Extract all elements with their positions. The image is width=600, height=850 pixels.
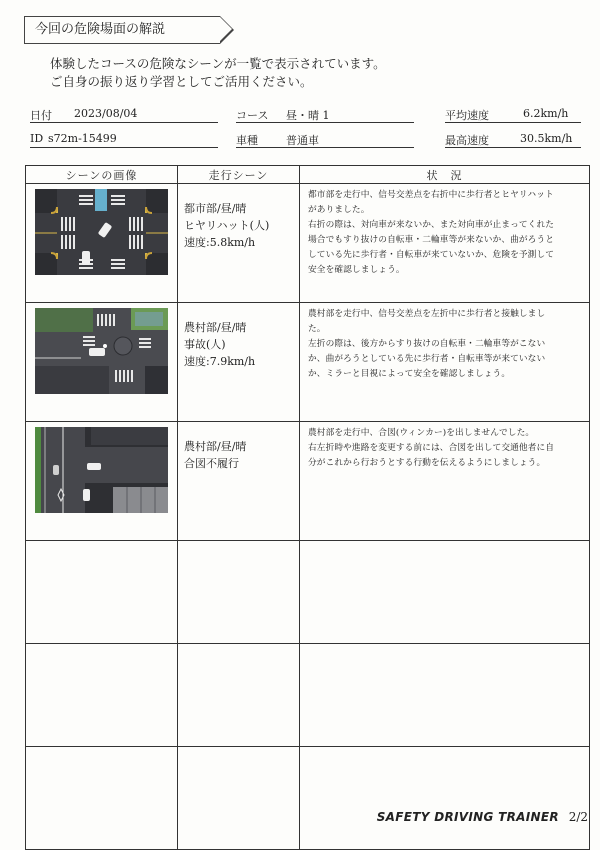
vehicle-underline [236,147,414,148]
page-number: 2/2 [568,810,588,824]
situation-cell [300,422,590,541]
vehicle-label: 車種 [236,134,258,147]
course-field [236,107,414,123]
max-speed-field [445,132,581,148]
situation-line: 右折の際は、対向車が来ないか、また対向車が止まってくれた [308,220,555,230]
table-row-empty [26,644,590,747]
situation-line: た。 [308,324,326,334]
intersection-scene-image [35,189,168,275]
situation-cell [300,184,590,303]
avg-speed-label: 平均速度 [445,109,489,122]
brand-name: SAFETY DRIVING TRAINER [376,810,559,824]
rural-road-scene-image [35,427,168,513]
scene-line: ヒヤリハット(人) [184,219,270,232]
scene-image-cell [26,303,178,422]
avg-speed-field [445,107,581,123]
header-driving-scene: 走行シーン [178,166,300,184]
scene-image-cell [26,422,178,541]
situation-line: 都市部を走行中、信号交差点を右折中に歩行者とヒヤリハット [308,190,554,200]
table-header-row [26,166,590,184]
id-field [30,132,218,148]
empty-cell [26,747,178,850]
course-value: 昼・晴 1 [286,109,330,122]
intro-text [50,55,386,91]
empty-cell [26,644,178,747]
driving-scene-cell [178,422,300,541]
empty-cell [178,541,300,644]
driving-scene-cell [178,303,300,422]
situation-line: か、ミラーと目視によって安全を確認しましょう。 [308,369,511,379]
section-title-banner [24,16,220,44]
situation-line: 農村部を走行中、合図(ウィンカー)を出しませんでした。 [308,428,535,438]
max-speed-value: 30.5km/h [520,132,573,145]
empty-cell [178,747,300,850]
situation-line: 左折の際は、後方からすり抜けの自転車・二輪車等がこない [308,339,546,349]
table-row [26,422,590,541]
situation-line: 右左折時や進路を変更する前には、合図を出して交通他者に自 [308,443,555,453]
date-underline [30,122,218,123]
empty-cell [300,541,590,644]
scene-line: 農村部/昼/晴 [184,321,247,334]
empty-cell [300,644,590,747]
avg-speed-value: 6.2km/h [523,107,569,120]
vehicle-value: 普通車 [286,134,319,147]
section-title: 今回の危険場面の解説 [35,22,166,37]
scene-line: 速度:5.8km/h [184,236,256,249]
id-underline [30,147,218,148]
date-value: 2023/08/04 [74,107,138,120]
scene-image-cell [26,184,178,303]
driving-scene-cell [178,184,300,303]
header-scene-image: シーンの画像 [26,166,178,184]
situation-line: 安全を確認しましょう。 [308,265,405,275]
date-field [30,107,218,123]
scene-line: 事故(人) [184,338,226,351]
course-underline [236,122,414,123]
rural-crossing-scene-image [35,308,168,394]
vehicle-field [236,132,414,148]
empty-cell [26,541,178,644]
scene-line: 都市部/昼/晴 [184,202,247,215]
intro-line: 体験したコースの危険なシーンが一覧で表示されています。 [50,56,386,71]
avg-speed-underline [445,122,581,123]
situation-cell [300,303,590,422]
empty-cell [300,747,590,850]
empty-cell [178,644,300,747]
situation-line: 農村部を走行中、信号交差点を左折中に歩行者と接触しまし [308,309,546,319]
intro-line: ご自身の振り返り学習としてご活用ください。 [50,74,313,89]
table-row-empty [26,541,590,644]
max-speed-label: 最高速度 [445,134,489,147]
situation-line: 場合でもすり抜けの自転車・二輪車等が来ないか、曲がろうと [308,235,555,245]
scene-line: 速度:7.9km/h [184,355,256,368]
scene-line: 合図不履行 [184,457,239,470]
max-speed-underline [445,147,581,148]
id-label: ID [30,132,44,145]
situation-line: 分がこれから行おうとする行動を伝えるようにしましょう。 [308,458,546,468]
situation-line: がありました。 [308,205,370,215]
table-row-empty [26,747,590,850]
situation-line: している先に歩行者・自転車が来ていないか、危険を予測して [308,250,555,260]
scene-table [25,165,590,850]
header-situation: 状 況 [300,166,590,184]
table-row [26,184,590,303]
id-value: s72m-15499 [48,132,117,145]
course-label: コース [236,109,269,122]
page-footer [377,810,588,824]
situation-line: か、曲がろうとしている先に歩行者・自転車等が来ていない [308,354,546,364]
date-label: 日付 [30,109,52,122]
scene-line: 農村部/昼/晴 [184,440,247,453]
table-row [26,303,590,422]
